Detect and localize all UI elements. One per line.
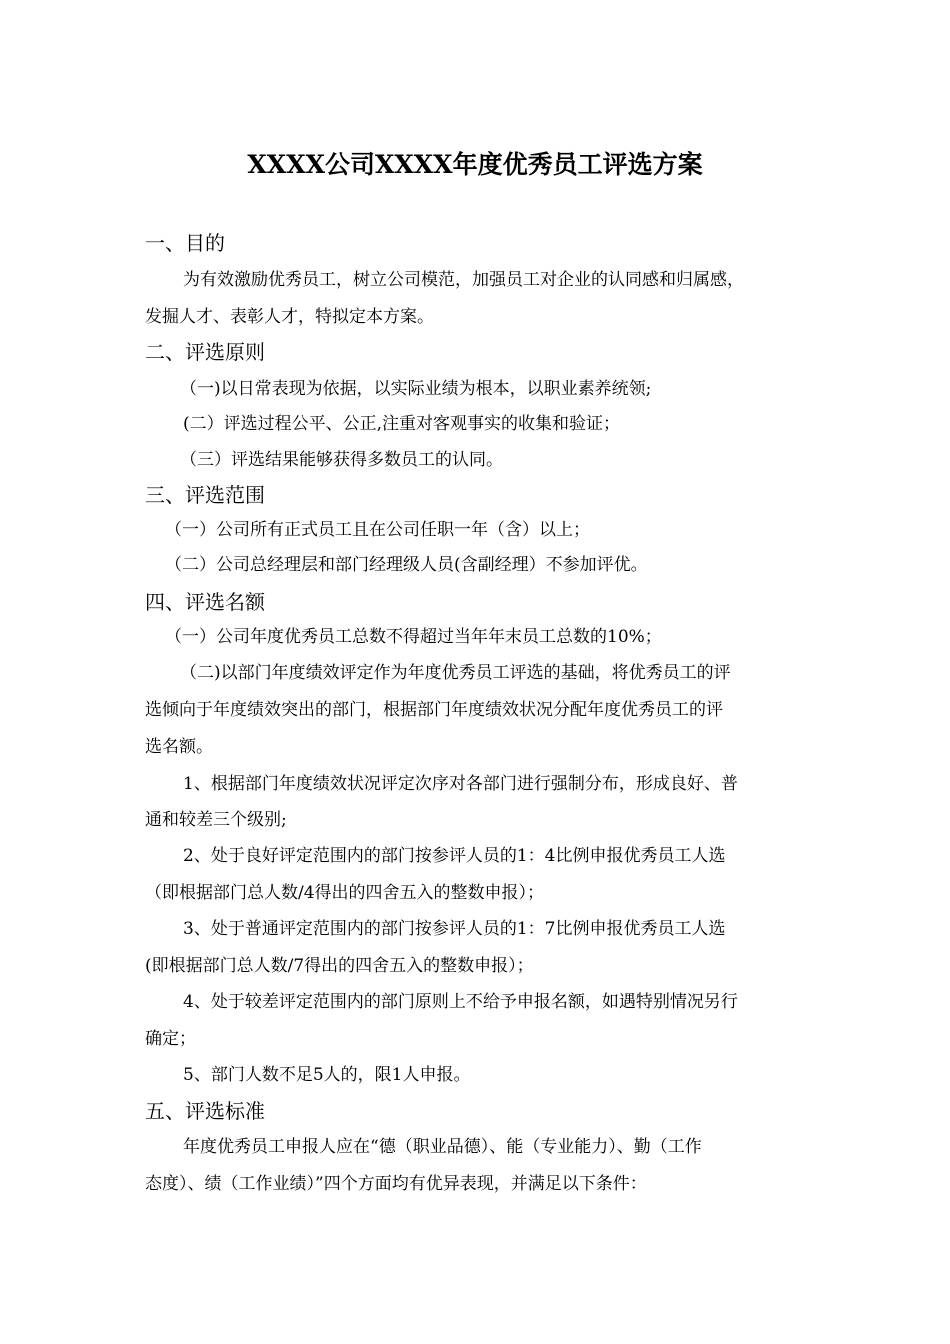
rule-line: 4、处于较差评定范围内的部门原则上不给予申报名额，如遇特别情况另行 bbox=[183, 992, 738, 1012]
rule-line: 通和较差三个级别; bbox=[145, 810, 287, 830]
paragraph-line: 态度）、绩（工作业绩）”四个方面均有优异表现，并满足以下条件： bbox=[145, 1174, 647, 1194]
list-item: （一)以日常表现为依据，以实际业绩为根本，以职业素养统领; bbox=[180, 379, 652, 399]
paragraph-line: 发掘人才、表彰人才，特拟定本方案。 bbox=[145, 307, 434, 327]
section-heading-scope: 三、评选范围 bbox=[145, 483, 265, 507]
list-item: (二）评选过程公平、公正,注重对客观事实的收集和验证； bbox=[183, 414, 621, 434]
section-heading-purpose: 一、目的 bbox=[145, 231, 225, 255]
document-title: XXXX公司XXXX年度优秀员工评选方案 bbox=[247, 150, 703, 179]
paragraph-line: 为有效激励优秀员工，树立公司模范，加强员工对企业的认同感和归属感， bbox=[183, 270, 744, 290]
list-item: （二）公司总经理层和部门经理级人员(含副经理）不参加评优。 bbox=[165, 555, 648, 575]
paragraph-line: 年度优秀员工申报人应在“德（职业品德）、能（专业能力）、勤（工作 bbox=[183, 1137, 702, 1157]
list-item: （三）评选结果能够获得多数员工的认同。 bbox=[180, 450, 503, 470]
section-heading-criteria: 五、评选标准 bbox=[145, 1099, 265, 1123]
section-heading-principles: 二、评选原则 bbox=[145, 340, 265, 364]
rule-line: 5、部门人数不足5人的，限1人申报。 bbox=[183, 1065, 471, 1085]
paragraph-line: 选名额。 bbox=[145, 737, 213, 757]
paragraph-line: （二)以部门年度绩效评定作为年度优秀员工评选的基础，将优秀员工的评 bbox=[180, 663, 731, 683]
rule-line: （即根据部门总人数/4得出的四舍五入的整数申报）； bbox=[145, 883, 545, 903]
rule-line: 1、根据部门年度绩效状况评定次序对各部门进行强制分布，形成良好、普 bbox=[183, 774, 738, 794]
rule-line: 确定； bbox=[145, 1029, 196, 1049]
rule-line: (即根据部门总人数/7得出的四舍五入的整数申报）； bbox=[145, 956, 534, 976]
section-heading-quota: 四、评选名额 bbox=[145, 590, 265, 614]
list-item: （一）公司所有正式员工且在公司任职一年（含）以上； bbox=[165, 520, 590, 540]
rule-line: 2、处于良好评定范围内的部门按参评人员的1：4比例申报优秀员工人选 bbox=[183, 846, 726, 866]
rule-line: 3、处于普通评定范围内的部门按参评人员的1：7比例申报优秀员工人选 bbox=[183, 919, 726, 939]
paragraph-line: 选倾向于年度绩效突出的部门，根据部门年度绩效状况分配年度优秀员工的评 bbox=[145, 700, 723, 720]
list-item: （一）公司年度优秀员工总数不得超过当年年末员工总数的10%； bbox=[165, 627, 662, 647]
